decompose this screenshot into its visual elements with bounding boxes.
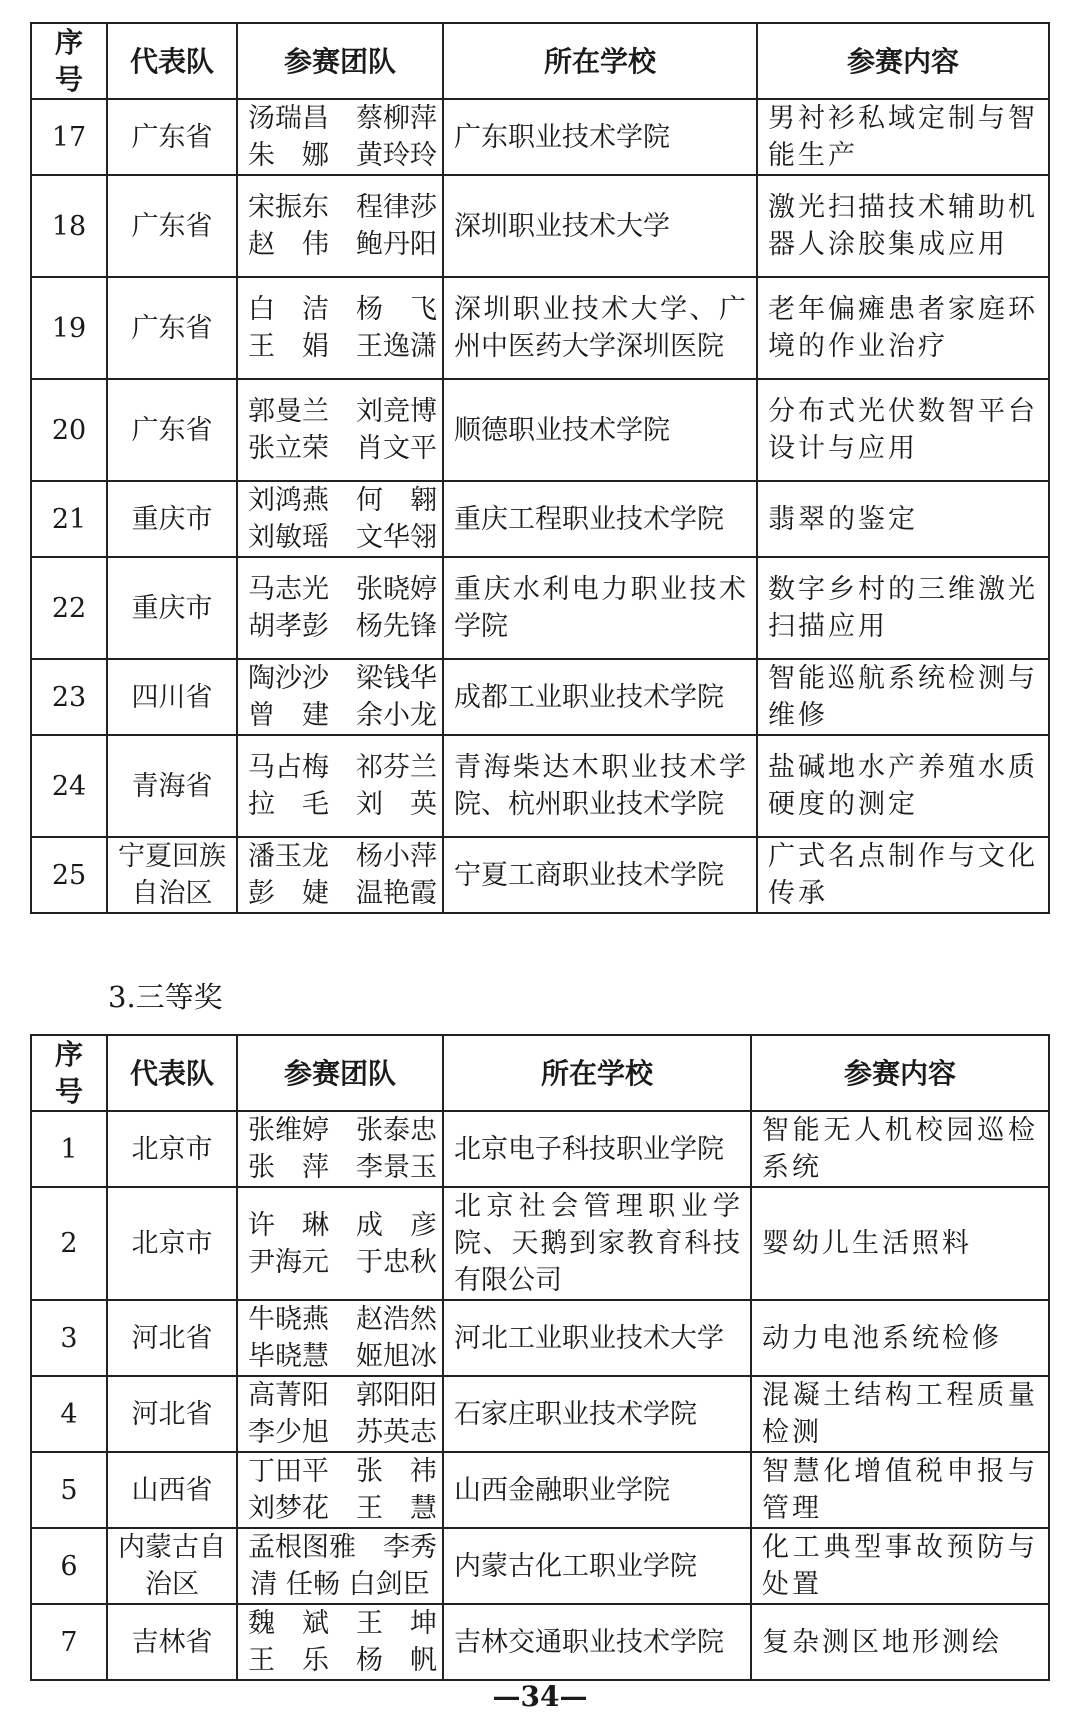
cell-number: 19 <box>31 277 107 379</box>
cell-content: 复杂测区地形测绘 <box>751 1604 1049 1680</box>
member-line: 刘鸿燕 何 翱 <box>248 485 437 516</box>
member-line: 曾 建 余小龙 <box>248 700 437 731</box>
header-team: 代表队 <box>107 1035 237 1111</box>
team-line: 山西省 <box>131 1474 213 1506</box>
member-line: 拉 毛 刘 英 <box>248 789 437 820</box>
cell-members <box>237 379 443 481</box>
cell-members <box>237 1604 443 1680</box>
table-row <box>31 277 1049 379</box>
cell-team <box>107 1376 237 1452</box>
team-line: 自治区 <box>131 878 213 909</box>
cell-school: 山西金融职业学院 <box>443 1452 751 1528</box>
table-row <box>31 1604 1049 1680</box>
member-line: 陶沙沙 梁钱华 <box>248 663 437 694</box>
cell-number: 5 <box>31 1452 107 1528</box>
cell-members <box>237 837 443 913</box>
cell-members <box>237 175 443 277</box>
cell-school: 重庆水利电力职业技术学院 <box>443 557 757 659</box>
table-row <box>31 1111 1049 1187</box>
team-line: 内蒙古自 <box>118 1532 226 1563</box>
cell-members <box>237 1528 443 1604</box>
cell-school: 青海柴达木职业技术学院、杭州职业技术学院 <box>443 735 757 837</box>
member-line: 张立荣 肖文平 <box>248 433 437 464</box>
header-team: 代表队 <box>107 23 237 99</box>
team-line: 河北省 <box>131 1322 213 1354</box>
cell-team <box>107 1187 237 1300</box>
cell-content: 广式名点制作与文化传承 <box>757 837 1049 913</box>
member-line: 宋振东 程律莎 <box>248 192 437 223</box>
cell-content: 盐碱地水产养殖水质硬度的测定 <box>757 735 1049 837</box>
cell-school: 北京社会管理职业学院、天鹅到家教育科技有限公司 <box>443 1187 751 1300</box>
cell-members <box>237 659 443 735</box>
cell-members <box>237 557 443 659</box>
cell-content: 翡翠的鉴定 <box>757 481 1049 557</box>
cell-number: 3 <box>31 1300 107 1376</box>
cell-members <box>237 1376 443 1452</box>
cell-number: 4 <box>31 1376 107 1452</box>
cell-number: 24 <box>31 735 107 837</box>
table-row <box>31 557 1049 659</box>
table-row <box>31 175 1049 277</box>
member-line: 郭曼兰 刘竞博 <box>248 396 437 427</box>
cell-content: 化工典型事故预防与处置 <box>751 1528 1049 1604</box>
cell-content: 智能巡航系统检测与维修 <box>757 659 1049 735</box>
member-line: 高菁阳 郭阳阳 <box>248 1380 437 1411</box>
table-row <box>31 481 1049 557</box>
header-number: 序号 <box>31 1035 107 1111</box>
cell-number: 2 <box>31 1187 107 1300</box>
cell-team <box>107 481 237 557</box>
member-line: 张 萍 李景玉 <box>248 1152 437 1183</box>
team-line: 治区 <box>145 1569 199 1600</box>
team-line: 四川省 <box>131 681 213 713</box>
member-line: 朱 娜 黄玲玲 <box>248 140 437 171</box>
cell-number: 21 <box>31 481 107 557</box>
cell-content: 男衬衫私域定制与智能生产 <box>757 99 1049 175</box>
header-content: 参赛内容 <box>751 1035 1049 1111</box>
cell-number: 25 <box>31 837 107 913</box>
team-line: 广东省 <box>131 210 213 242</box>
member-line: 王 乐 杨 帆 <box>248 1645 437 1676</box>
header-number: 序号 <box>31 23 107 99</box>
team-line: 宁夏回族 <box>118 841 226 872</box>
cell-school: 深圳职业技术大学 <box>443 175 757 277</box>
cell-content: 婴幼儿生活照料 <box>751 1187 1049 1300</box>
member-line: 毕晓慧 姬旭冰 <box>248 1341 437 1372</box>
table-row <box>31 379 1049 481</box>
member-line: 赵 伟 鲍丹阳 <box>248 229 437 260</box>
member-line: 彭 婕 温艳霞 <box>248 878 437 909</box>
cell-number: 1 <box>31 1111 107 1187</box>
table-body <box>31 1111 1049 1680</box>
award-table-third-prize <box>30 1034 1050 1681</box>
team-line: 广东省 <box>131 414 213 446</box>
member-line: 牛晓燕 赵浩然 <box>248 1304 437 1335</box>
table-row <box>31 837 1049 913</box>
cell-team <box>107 175 237 277</box>
table-row <box>31 1187 1049 1300</box>
cell-school: 石家庄职业技术学院 <box>443 1376 751 1452</box>
member-line: 孟根图雅 李秀 <box>248 1532 437 1563</box>
cell-members <box>237 481 443 557</box>
table-row <box>31 1452 1049 1528</box>
member-line: 张维婷 张泰忠 <box>248 1115 437 1146</box>
table-row <box>31 1376 1049 1452</box>
cell-number: 18 <box>31 175 107 277</box>
cell-team <box>107 837 237 913</box>
team-line: 北京市 <box>131 1228 213 1259</box>
cell-team <box>107 379 237 481</box>
cell-school: 成都工业职业技术学院 <box>443 659 757 735</box>
cell-members <box>237 1187 443 1300</box>
member-line: 马占梅 祁芬兰 <box>248 752 437 783</box>
cell-members <box>237 99 443 175</box>
member-line: 汤瑞昌 蔡柳萍 <box>248 103 437 134</box>
member-line: 胡孝彭 杨先锋 <box>248 611 437 642</box>
member-line: 许 琳 成 彦 <box>248 1209 437 1241</box>
cell-school: 广东职业技术学院 <box>443 99 757 175</box>
cell-school: 重庆工程职业技术学院 <box>443 481 757 557</box>
team-line: 广东省 <box>131 121 213 153</box>
cell-school: 顺德职业技术学院 <box>443 379 757 481</box>
header-content: 参赛内容 <box>757 23 1049 99</box>
cell-content: 激光扫描技术辅助机器人涂胶集成应用 <box>757 175 1049 277</box>
cell-members <box>237 1300 443 1376</box>
cell-school: 深圳职业技术大学、广州中医药大学深圳医院 <box>443 277 757 379</box>
member-line: 丁田平 张 祎 <box>248 1456 437 1487</box>
cell-school: 河北工业职业技术大学 <box>443 1300 751 1376</box>
cell-members <box>237 277 443 379</box>
cell-members <box>237 1111 443 1187</box>
member-line: 刘敏瑶 文华翎 <box>248 522 437 553</box>
section-heading: 3.三等奖 <box>108 980 223 1014</box>
cell-school: 北京电子科技职业学院 <box>443 1111 751 1187</box>
cell-number: 22 <box>31 557 107 659</box>
cell-number: 20 <box>31 379 107 481</box>
cell-content: 混凝土结构工程质量检测 <box>751 1376 1049 1452</box>
cell-members <box>237 1452 443 1528</box>
cell-team <box>107 1300 237 1376</box>
cell-school: 宁夏工商职业技术学院 <box>443 837 757 913</box>
cell-content: 智能无人机校园巡检系统 <box>751 1111 1049 1187</box>
member-line: 王 娟 王逸潇 <box>248 331 437 362</box>
cell-number: 6 <box>31 1528 107 1604</box>
team-line: 吉林省 <box>131 1626 213 1658</box>
header-school: 所在学校 <box>443 1035 751 1111</box>
cell-team <box>107 1111 237 1187</box>
team-line: 北京市 <box>131 1133 213 1165</box>
cell-content: 分布式光伏数智平台设计与应用 <box>757 379 1049 481</box>
cell-number: 17 <box>31 99 107 175</box>
team-line: 广东省 <box>131 312 213 344</box>
cell-school: 吉林交通职业技术学院 <box>443 1604 751 1680</box>
team-line: 青海省 <box>131 770 213 802</box>
member-line: 魏 斌 王 坤 <box>248 1608 437 1639</box>
page-number: —34— <box>492 1680 588 1713</box>
member-line: 白 洁 杨 飞 <box>248 294 437 325</box>
header-school: 所在学校 <box>443 23 757 99</box>
header-members: 参赛团队 <box>237 23 443 99</box>
cell-team <box>107 1528 237 1604</box>
team-line: 河北省 <box>131 1398 213 1430</box>
member-line: 李少旭 苏英志 <box>248 1417 437 1448</box>
member-line: 刘梦花 王 慧 <box>248 1493 437 1524</box>
cell-content: 数字乡村的三维激光扫描应用 <box>757 557 1049 659</box>
header-members: 参赛团队 <box>237 1035 443 1111</box>
member-line: 马志光 张晓婷 <box>248 574 437 605</box>
table-header-row <box>31 1035 1049 1111</box>
cell-content: 老年偏瘫患者家庭环境的作业治疗 <box>757 277 1049 379</box>
award-table-second-prize <box>30 22 1050 914</box>
member-line: 尹海元 于忠秋 <box>248 1246 437 1278</box>
team-line: 重庆市 <box>131 592 213 624</box>
cell-team <box>107 99 237 175</box>
cell-team <box>107 1452 237 1528</box>
cell-team <box>107 277 237 379</box>
cell-team <box>107 659 237 735</box>
cell-number: 7 <box>31 1604 107 1680</box>
table-row <box>31 99 1049 175</box>
cell-team <box>107 735 237 837</box>
table-row <box>31 659 1049 735</box>
cell-team <box>107 1604 237 1680</box>
table-header-row <box>31 23 1049 99</box>
table-row <box>31 1300 1049 1376</box>
team-line: 重庆市 <box>131 503 213 535</box>
cell-number: 23 <box>31 659 107 735</box>
cell-members <box>237 735 443 837</box>
member-line: 潘玉龙 杨小萍 <box>248 841 437 872</box>
table-row <box>31 735 1049 837</box>
cell-content: 动力电池系统检修 <box>751 1300 1049 1376</box>
member-line: 清 任畅 白剑臣 <box>250 1569 430 1600</box>
cell-team <box>107 557 237 659</box>
table-row <box>31 1528 1049 1604</box>
table-body <box>31 99 1049 913</box>
cell-school: 内蒙古化工职业学院 <box>443 1528 751 1604</box>
cell-content: 智慧化增值税申报与管理 <box>751 1452 1049 1528</box>
